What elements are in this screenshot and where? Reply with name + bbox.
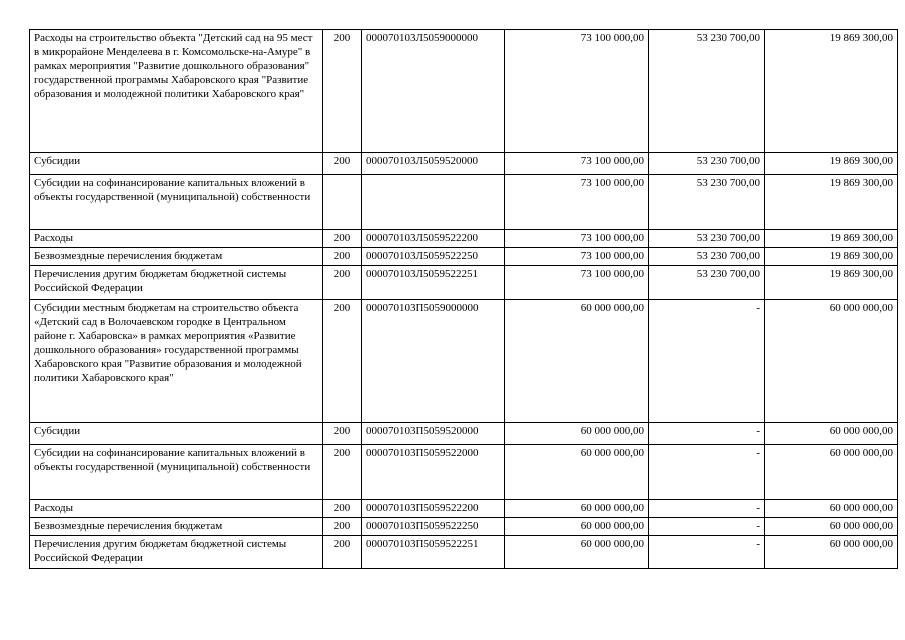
budget-code-cell: 200 [323, 153, 362, 175]
remaining-amount-cell: 60 000 000,00 [765, 536, 898, 569]
classification-code-cell: 000070103Л5059522200 [362, 230, 505, 248]
executed-amount-cell: 53 230 700,00 [649, 175, 765, 230]
classification-code-cell: 000070103Л5059000000 [362, 30, 505, 153]
expense-name-cell: Расходы [30, 230, 323, 248]
expense-name-cell: Субсидии местным бюджетам на строительство объекта «Детский сад в Волочаевском городке в Центральном районе г. Хабаровска» в рамках мероприятия «Развитие дошкольного образования» государственной программы Хабаровского края "Развитие образования и молодежной политики Хабаровского края" [30, 300, 323, 423]
remaining-amount-cell: 19 869 300,00 [765, 30, 898, 153]
remaining-amount-cell: 60 000 000,00 [765, 518, 898, 536]
budget-code-cell: 200 [323, 500, 362, 518]
remaining-amount-cell: 19 869 300,00 [765, 175, 898, 230]
expense-name-cell: Субсидии на софинансирование капитальных вложений в объекты государственной (муниципальной) собственности [30, 445, 323, 500]
approved-amount-cell: 60 000 000,00 [505, 500, 649, 518]
expense-name-cell: Субсидии [30, 153, 323, 175]
table-row [30, 423, 898, 445]
approved-amount-cell: 73 100 000,00 [505, 153, 649, 175]
remaining-amount-cell: 60 000 000,00 [765, 300, 898, 423]
executed-amount-cell: 53 230 700,00 [649, 248, 765, 266]
classification-code-cell: 000070103П5059522000 [362, 445, 505, 500]
approved-amount-cell: 73 100 000,00 [505, 248, 649, 266]
budget-code-cell: 200 [323, 300, 362, 423]
table-row [30, 30, 898, 153]
classification-code-cell: 000070103П5059522200 [362, 500, 505, 518]
budget-code-cell: 200 [323, 230, 362, 248]
executed-amount-cell: 53 230 700,00 [649, 230, 765, 248]
budget-execution-table [29, 29, 898, 569]
remaining-amount-cell: 19 869 300,00 [765, 153, 898, 175]
approved-amount-cell: 73 100 000,00 [505, 30, 649, 153]
budget-code-cell: 200 [323, 248, 362, 266]
remaining-amount-cell: 60 000 000,00 [765, 500, 898, 518]
approved-amount-cell: 60 000 000,00 [505, 300, 649, 423]
table-row [30, 266, 898, 300]
budget-code-cell: 200 [323, 30, 362, 153]
executed-amount-cell: - [649, 423, 765, 445]
approved-amount-cell: 73 100 000,00 [505, 175, 649, 230]
table-row [30, 500, 898, 518]
table-row [30, 300, 898, 423]
executed-amount-cell: - [649, 300, 765, 423]
approved-amount-cell: 60 000 000,00 [505, 423, 649, 445]
expense-name-cell: Субсидии на софинансирование капитальных вложений в объекты государственной (муниципальной) собственности [30, 175, 323, 230]
expense-name-cell: Субсидии [30, 423, 323, 445]
executed-amount-cell: 53 230 700,00 [649, 30, 765, 153]
classification-code-cell: 000070103П5059000000 [362, 300, 505, 423]
expense-name-cell: Расходы [30, 500, 323, 518]
budget-code-cell: 200 [323, 423, 362, 445]
classification-code-cell: 000070103Л5059522251 [362, 266, 505, 300]
budget-code-cell: 200 [323, 518, 362, 536]
executed-amount-cell: 53 230 700,00 [649, 153, 765, 175]
table-row [30, 518, 898, 536]
budget-code-cell: 200 [323, 266, 362, 300]
classification-code-cell: 000070103Л5059520000 [362, 153, 505, 175]
expense-name-cell: Безвозмездные перечисления бюджетам [30, 248, 323, 266]
budget-code-cell [323, 175, 362, 230]
remaining-amount-cell: 60 000 000,00 [765, 423, 898, 445]
approved-amount-cell: 60 000 000,00 [505, 445, 649, 500]
executed-amount-cell: - [649, 518, 765, 536]
classification-code-cell: 000070103Л5059522250 [362, 248, 505, 266]
executed-amount-cell: - [649, 500, 765, 518]
approved-amount-cell: 73 100 000,00 [505, 266, 649, 300]
remaining-amount-cell: 19 869 300,00 [765, 248, 898, 266]
expense-name-cell: Расходы на строительство объекта "Детский сад на 95 мест в микрорайоне Менделеева в г. Комсомольске-на-Амуре" в рамках мероприятия "Развитие дошкольного образования" государственной программы Хабаровского края "Развитие образования и молодежной политики Хабаровского края" [30, 30, 323, 153]
executed-amount-cell: - [649, 536, 765, 569]
table-row [30, 536, 898, 569]
executed-amount-cell: - [649, 445, 765, 500]
expense-name-cell: Перечисления другим бюджетам бюджетной системы Российской Федерации [30, 536, 323, 569]
classification-code-cell: 000070103П5059520000 [362, 423, 505, 445]
table-row [30, 153, 898, 175]
classification-code-cell: 000070103П5059522250 [362, 518, 505, 536]
budget-code-cell: 200 [323, 536, 362, 569]
expense-name-cell: Перечисления другим бюджетам бюджетной системы Российской Федерации [30, 266, 323, 300]
remaining-amount-cell: 19 869 300,00 [765, 266, 898, 300]
approved-amount-cell: 73 100 000,00 [505, 230, 649, 248]
remaining-amount-cell: 60 000 000,00 [765, 445, 898, 500]
table-row [30, 248, 898, 266]
table-row [30, 445, 898, 500]
table-row [30, 230, 898, 248]
budget-code-cell: 200 [323, 445, 362, 500]
approved-amount-cell: 60 000 000,00 [505, 518, 649, 536]
classification-code-cell: 000070103П5059522251 [362, 536, 505, 569]
expense-name-cell: Безвозмездные перечисления бюджетам [30, 518, 323, 536]
classification-code-cell [362, 175, 505, 230]
table-row [30, 175, 898, 230]
executed-amount-cell: 53 230 700,00 [649, 266, 765, 300]
remaining-amount-cell: 19 869 300,00 [765, 230, 898, 248]
approved-amount-cell: 60 000 000,00 [505, 536, 649, 569]
